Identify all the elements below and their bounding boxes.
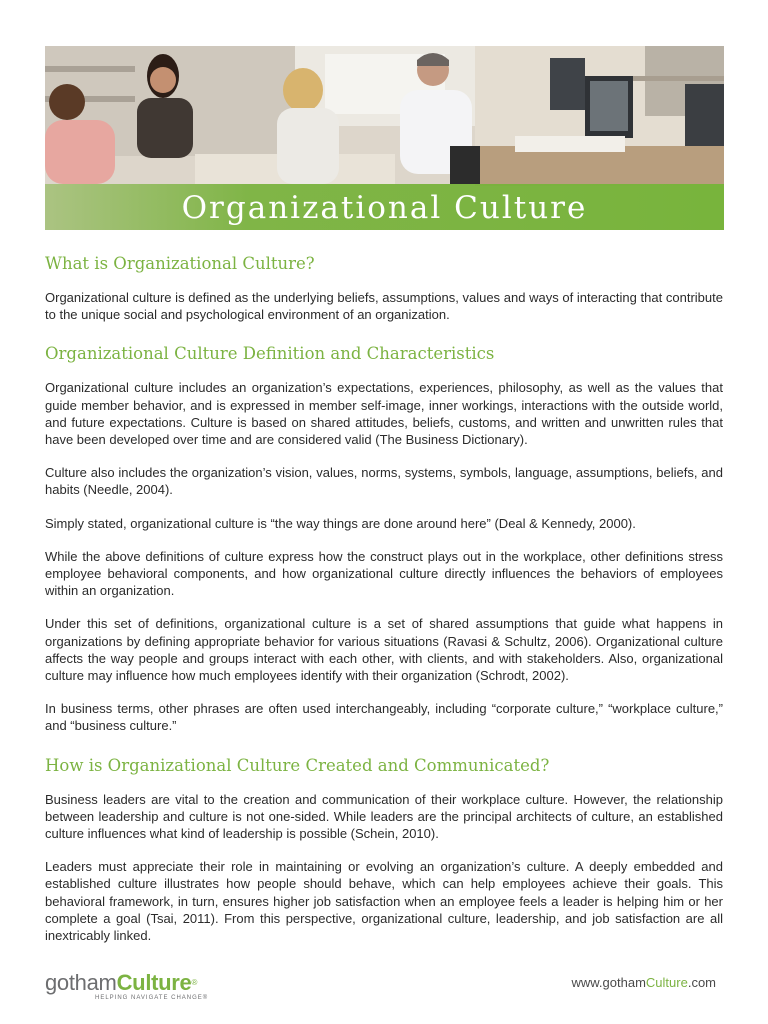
section-heading: Organizational Culture Definition and Characteristics [45, 344, 495, 364]
paragraph: Organizational culture includes an organization’s expectations, experiences, philosophy, as well as the values that guide member behavior, and is expressed in member self-image, inner workings, interactions with the outside world, and future expectations. Culture is based on shared attitudes, beliefs, customs, and written and unwritten rules that have been developed over time and are considered valid (The Business Dictionary). [45, 380, 723, 448]
logo-tagline: HELPING NAVIGATE CHANGE® [95, 995, 209, 1001]
paragraph: Under this set of definitions, organizational culture is a set of shared assumptions that guide what happens in organizations by defining appropriate behavior for various situations (Ravasi & Schultz, 2006). Organizational culture affects the way people and groups interact with each other, with clients, and with stakeholders. Also, organizational culture may influence how much employees identify with their organization (Schrodt, 2002). [45, 616, 723, 684]
logo-wordmark [45, 970, 245, 996]
website-link[interactable] [571, 975, 716, 990]
section-heading: How is Organizational Culture Created and Communicated? [45, 755, 550, 775]
paragraph: Business leaders are vital to the creation and communication of their workplace culture. However, the relationship between leadership and culture is not one-sided. While leaders are the principal architects of culture, an established culture influences what kind of leadership is possible (Schein, 2010). [45, 791, 723, 842]
article-body [45, 252, 723, 944]
url-accent: Culture [645, 975, 688, 990]
paragraph: In business terms, other phrases are often used interchangeably, including “corporate culture,” “workplace culture,” and “business culture.” [45, 701, 723, 734]
paragraph: Simply stated, organizational culture is “the way things are done around here” (Deal & Kennedy, 2000). [45, 515, 636, 531]
logo-part-gotham: gotham [45, 970, 117, 995]
paragraph: While the above definitions of culture express how the construct plays out in the workplace, other definitions stress employee behavioral components, and how organizational culture directly influences the behaviors of employees within an organization. [45, 548, 723, 599]
url-suffix: .com [687, 975, 716, 990]
section-heading: What is Organizational Culture? [45, 254, 315, 273]
url-prefix: www.gotham [571, 975, 646, 990]
paragraph: Organizational culture is defined as the underlying beliefs, assumptions, values and ways of interacting that contribute to the unique social and psychological environment of an organization. [45, 290, 723, 323]
logo-part-culture: Culture [116, 970, 192, 995]
paragraph: Leaders must appreciate their role in maintaining or evolving an organization’s culture. A deeply embedded and established culture illustrates how people should behave, which can help employees achieve their goals. This behavioral framework, in turn, ensures higher job satisfaction when an employee feels a leader is helping him or her complete a goal (Tsai, 2011). From this perspective, organizational culture, leadership, and job satisfaction are all inextricably linked. [45, 859, 723, 944]
company-logo [45, 970, 245, 1010]
header-banner [45, 46, 724, 230]
logo-registered-mark: ® [191, 978, 198, 987]
paragraph: Culture also includes the organization’s vision, values, norms, systems, symbols, language, assumptions, beliefs, and habits (Needle, 2004). [45, 465, 723, 498]
page-title: Organizational Culture [181, 190, 588, 226]
